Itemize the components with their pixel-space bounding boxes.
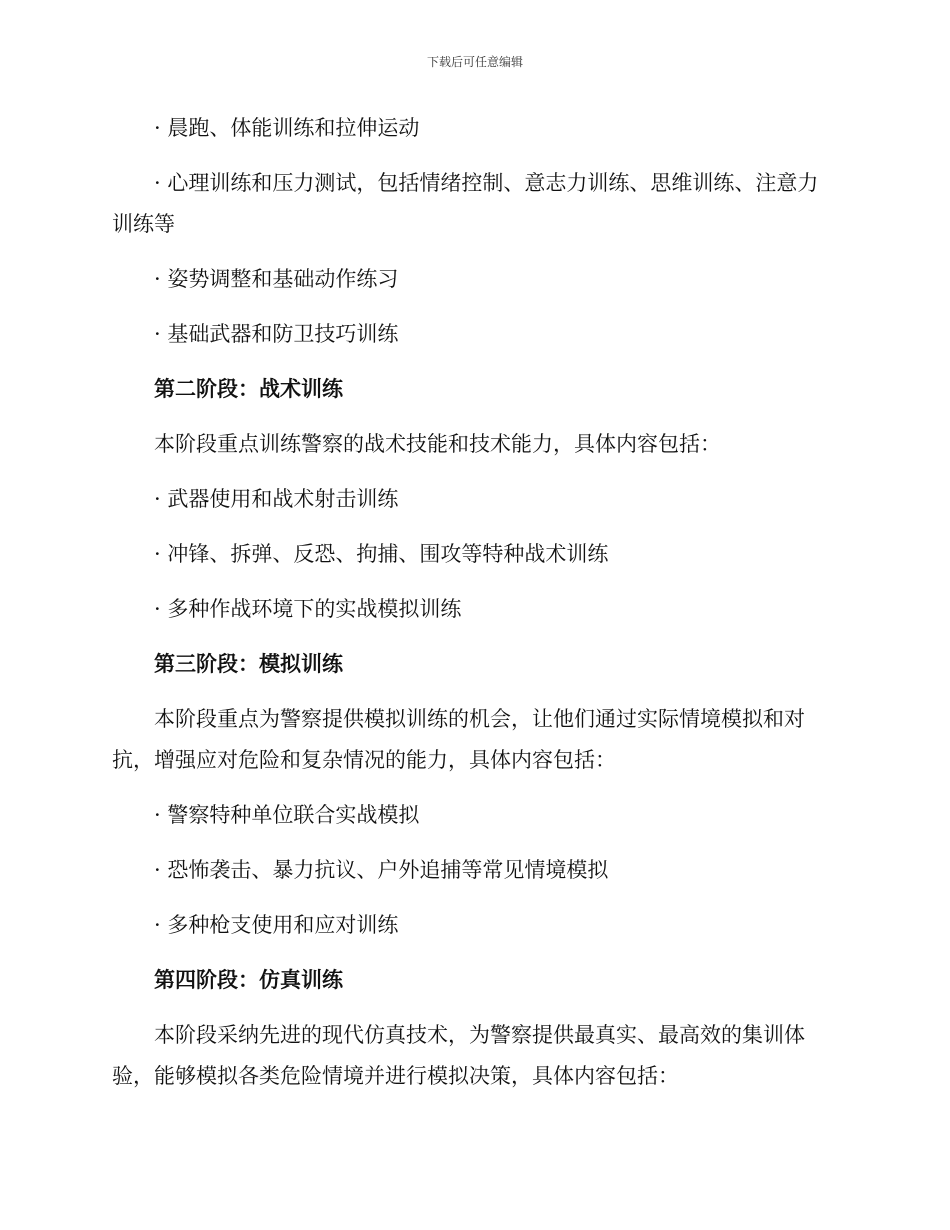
section-heading: 第三阶段：模拟训练 bbox=[154, 652, 343, 676]
section-heading: 第四阶段：仿真训练 bbox=[154, 968, 343, 992]
paragraph: 本阶段采纳先进的现代仿真技术，为警察提供最真实、最高效的集训体验，能够模拟各类危险情境并进行模拟决策，具体内容包括： bbox=[112, 1023, 805, 1088]
bullet-item: · 恐怖袭击、暴力抗议、户外追捕等常见情境模拟 bbox=[154, 858, 609, 882]
bullet-item: · 警察特种单位联合实战模拟 bbox=[154, 803, 420, 827]
section-heading: 第二阶段：战术训练 bbox=[154, 377, 343, 401]
document-body bbox=[112, 108, 832, 1111]
bullet-item: · 冲锋、拆弹、反恐、拘捕、围攻等特种战术训练 bbox=[154, 542, 609, 566]
bullet-item: · 晨跑、体能训练和拉伸运动 bbox=[154, 116, 420, 140]
bullet-item: · 基础武器和防卫技巧训练 bbox=[154, 322, 399, 346]
bullet-item: · 多种作战环境下的实战模拟训练 bbox=[154, 597, 462, 621]
paragraph: · 心理训练和压力测试，包括情绪控制、意志力训练、思维训练、注意力训练等 bbox=[112, 171, 819, 236]
bullet-item: · 武器使用和战术射击训练 bbox=[154, 487, 399, 511]
paragraph: 本阶段重点为警察提供模拟训练的机会，让他们通过实际情境模拟和对抗，增强应对危险和复杂情况的能力，具体内容包括： bbox=[112, 707, 805, 772]
bullet-item: · 多种枪支使用和应对训练 bbox=[154, 913, 399, 937]
bullet-item: · 姿势调整和基础动作练习 bbox=[154, 267, 399, 291]
page-header: 下载后可任意编辑 bbox=[426, 55, 523, 69]
paragraph: 本阶段重点训练警察的战术技能和技术能力，具体内容包括： bbox=[154, 432, 721, 456]
